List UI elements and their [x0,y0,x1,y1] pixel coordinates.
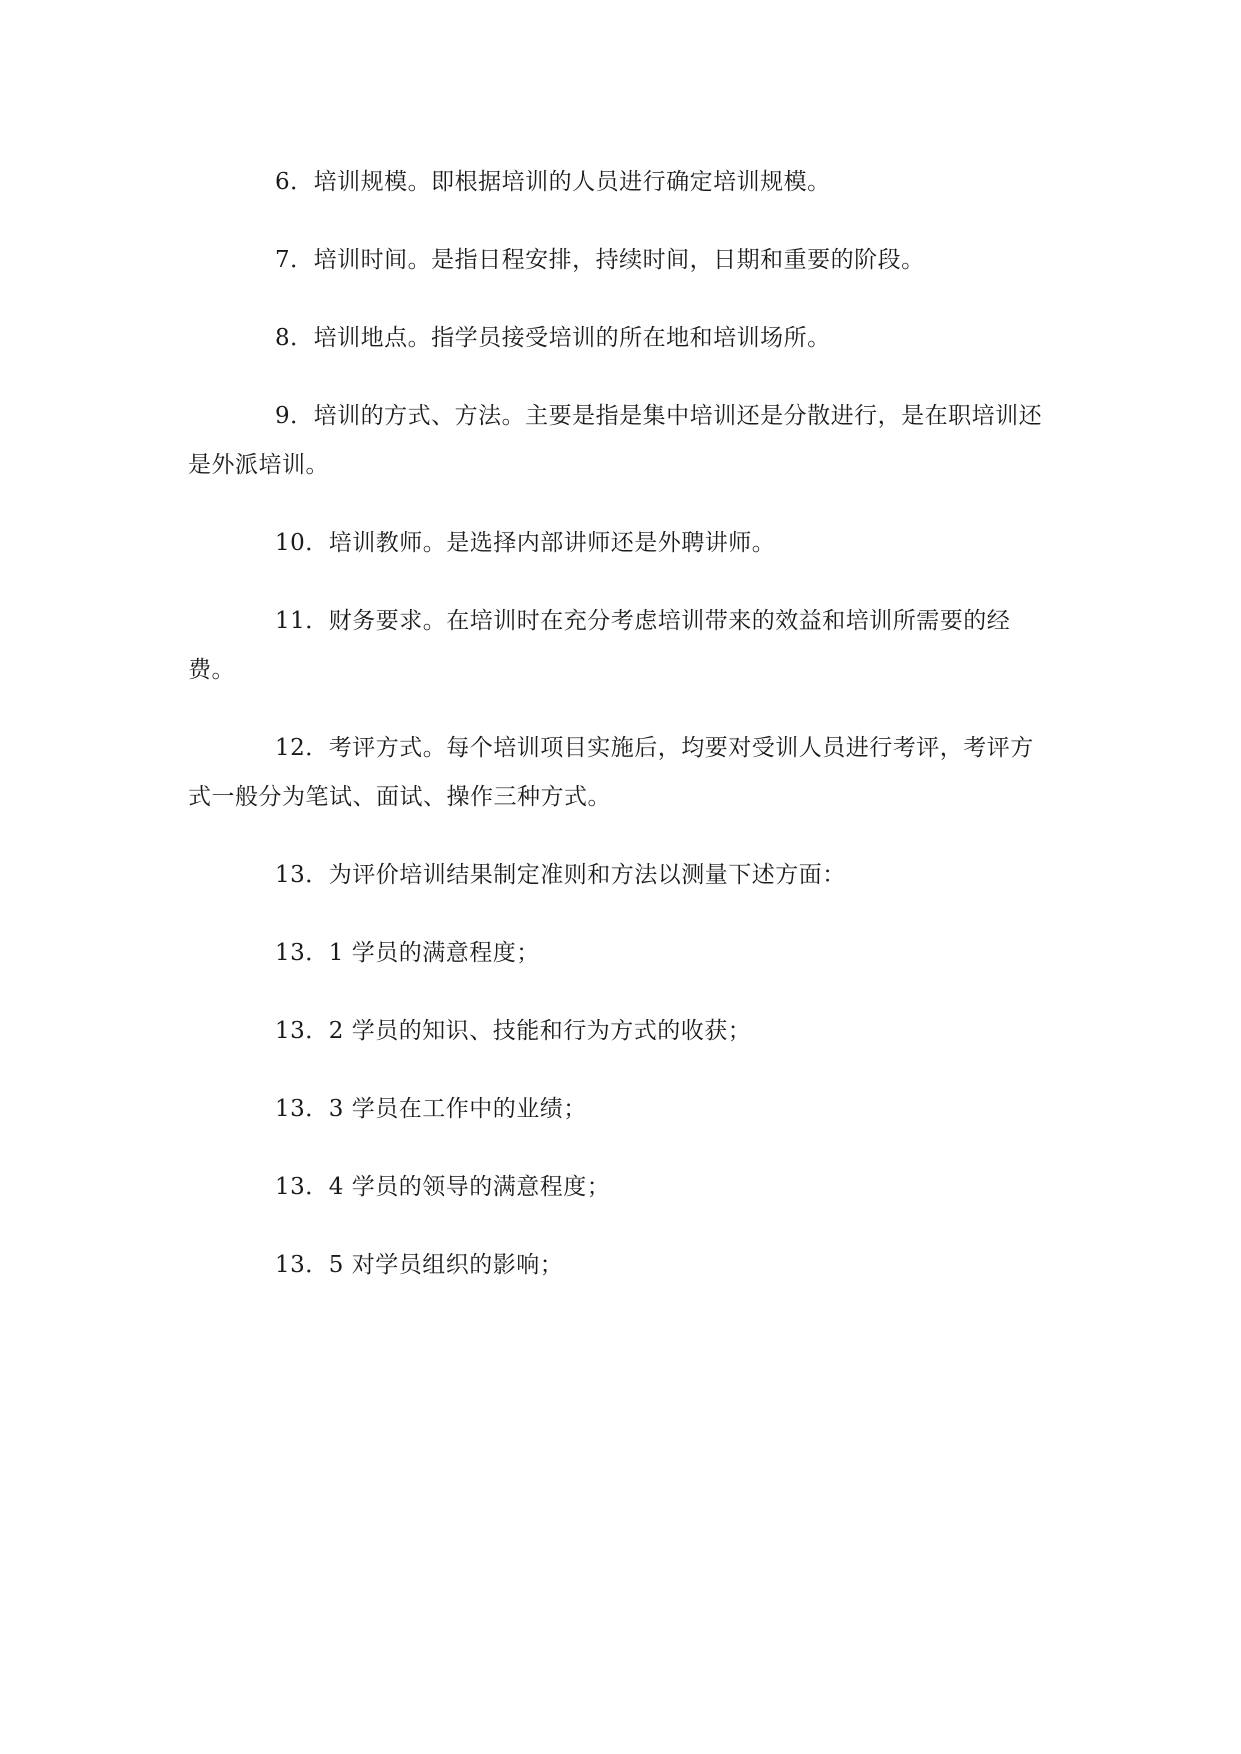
paragraph-item-13-5: 13．5 对学员组织的影响； [275,1252,564,1278]
paragraph-item-13-4: 13．4 学员的领导的满意程度； [275,1174,611,1200]
paragraph-item-13-3: 13．3 学员在工作中的业绩； [275,1096,587,1122]
paragraph-item-13-2: 13．2 学员的知识、技能和行为方式的收获； [275,1018,752,1044]
document-body [188,158,1056,1290]
paragraph-item-9: 9．培训的方式、方法。主要是指是集中培训还是分散进行，是在职培训还是外派培训。 [188,403,1043,478]
paragraph-item-11: 11．财务要求。在培训时在充分考虑培训带来的效益和培训所需要的经费。 [188,608,1011,683]
paragraph-item-13: 13．为评价培训结果制定准则和方法以测量下述方面： [275,862,846,888]
paragraph-item-13-1: 13．1 学员的满意程度； [275,940,540,966]
paragraph-item-8: 8．培训地点。指学员接受培训的所在地和培训场所。 [275,325,831,351]
paragraph-item-12: 12．考评方式。每个培训项目实施后，均要对受训人员进行考评，考评方式一般分为笔试、面试、操作三种方式。 [188,735,1034,810]
paragraph-item-7: 7．培训时间。是指日程安排，持续时间，日期和重要的阶段。 [275,247,925,273]
paragraph-item-6: 6．培训规模。即根据培训的人员进行确定培训规模。 [275,169,831,195]
paragraph-item-10: 10．培训教师。是选择内部讲师还是外聘讲师。 [275,530,776,556]
